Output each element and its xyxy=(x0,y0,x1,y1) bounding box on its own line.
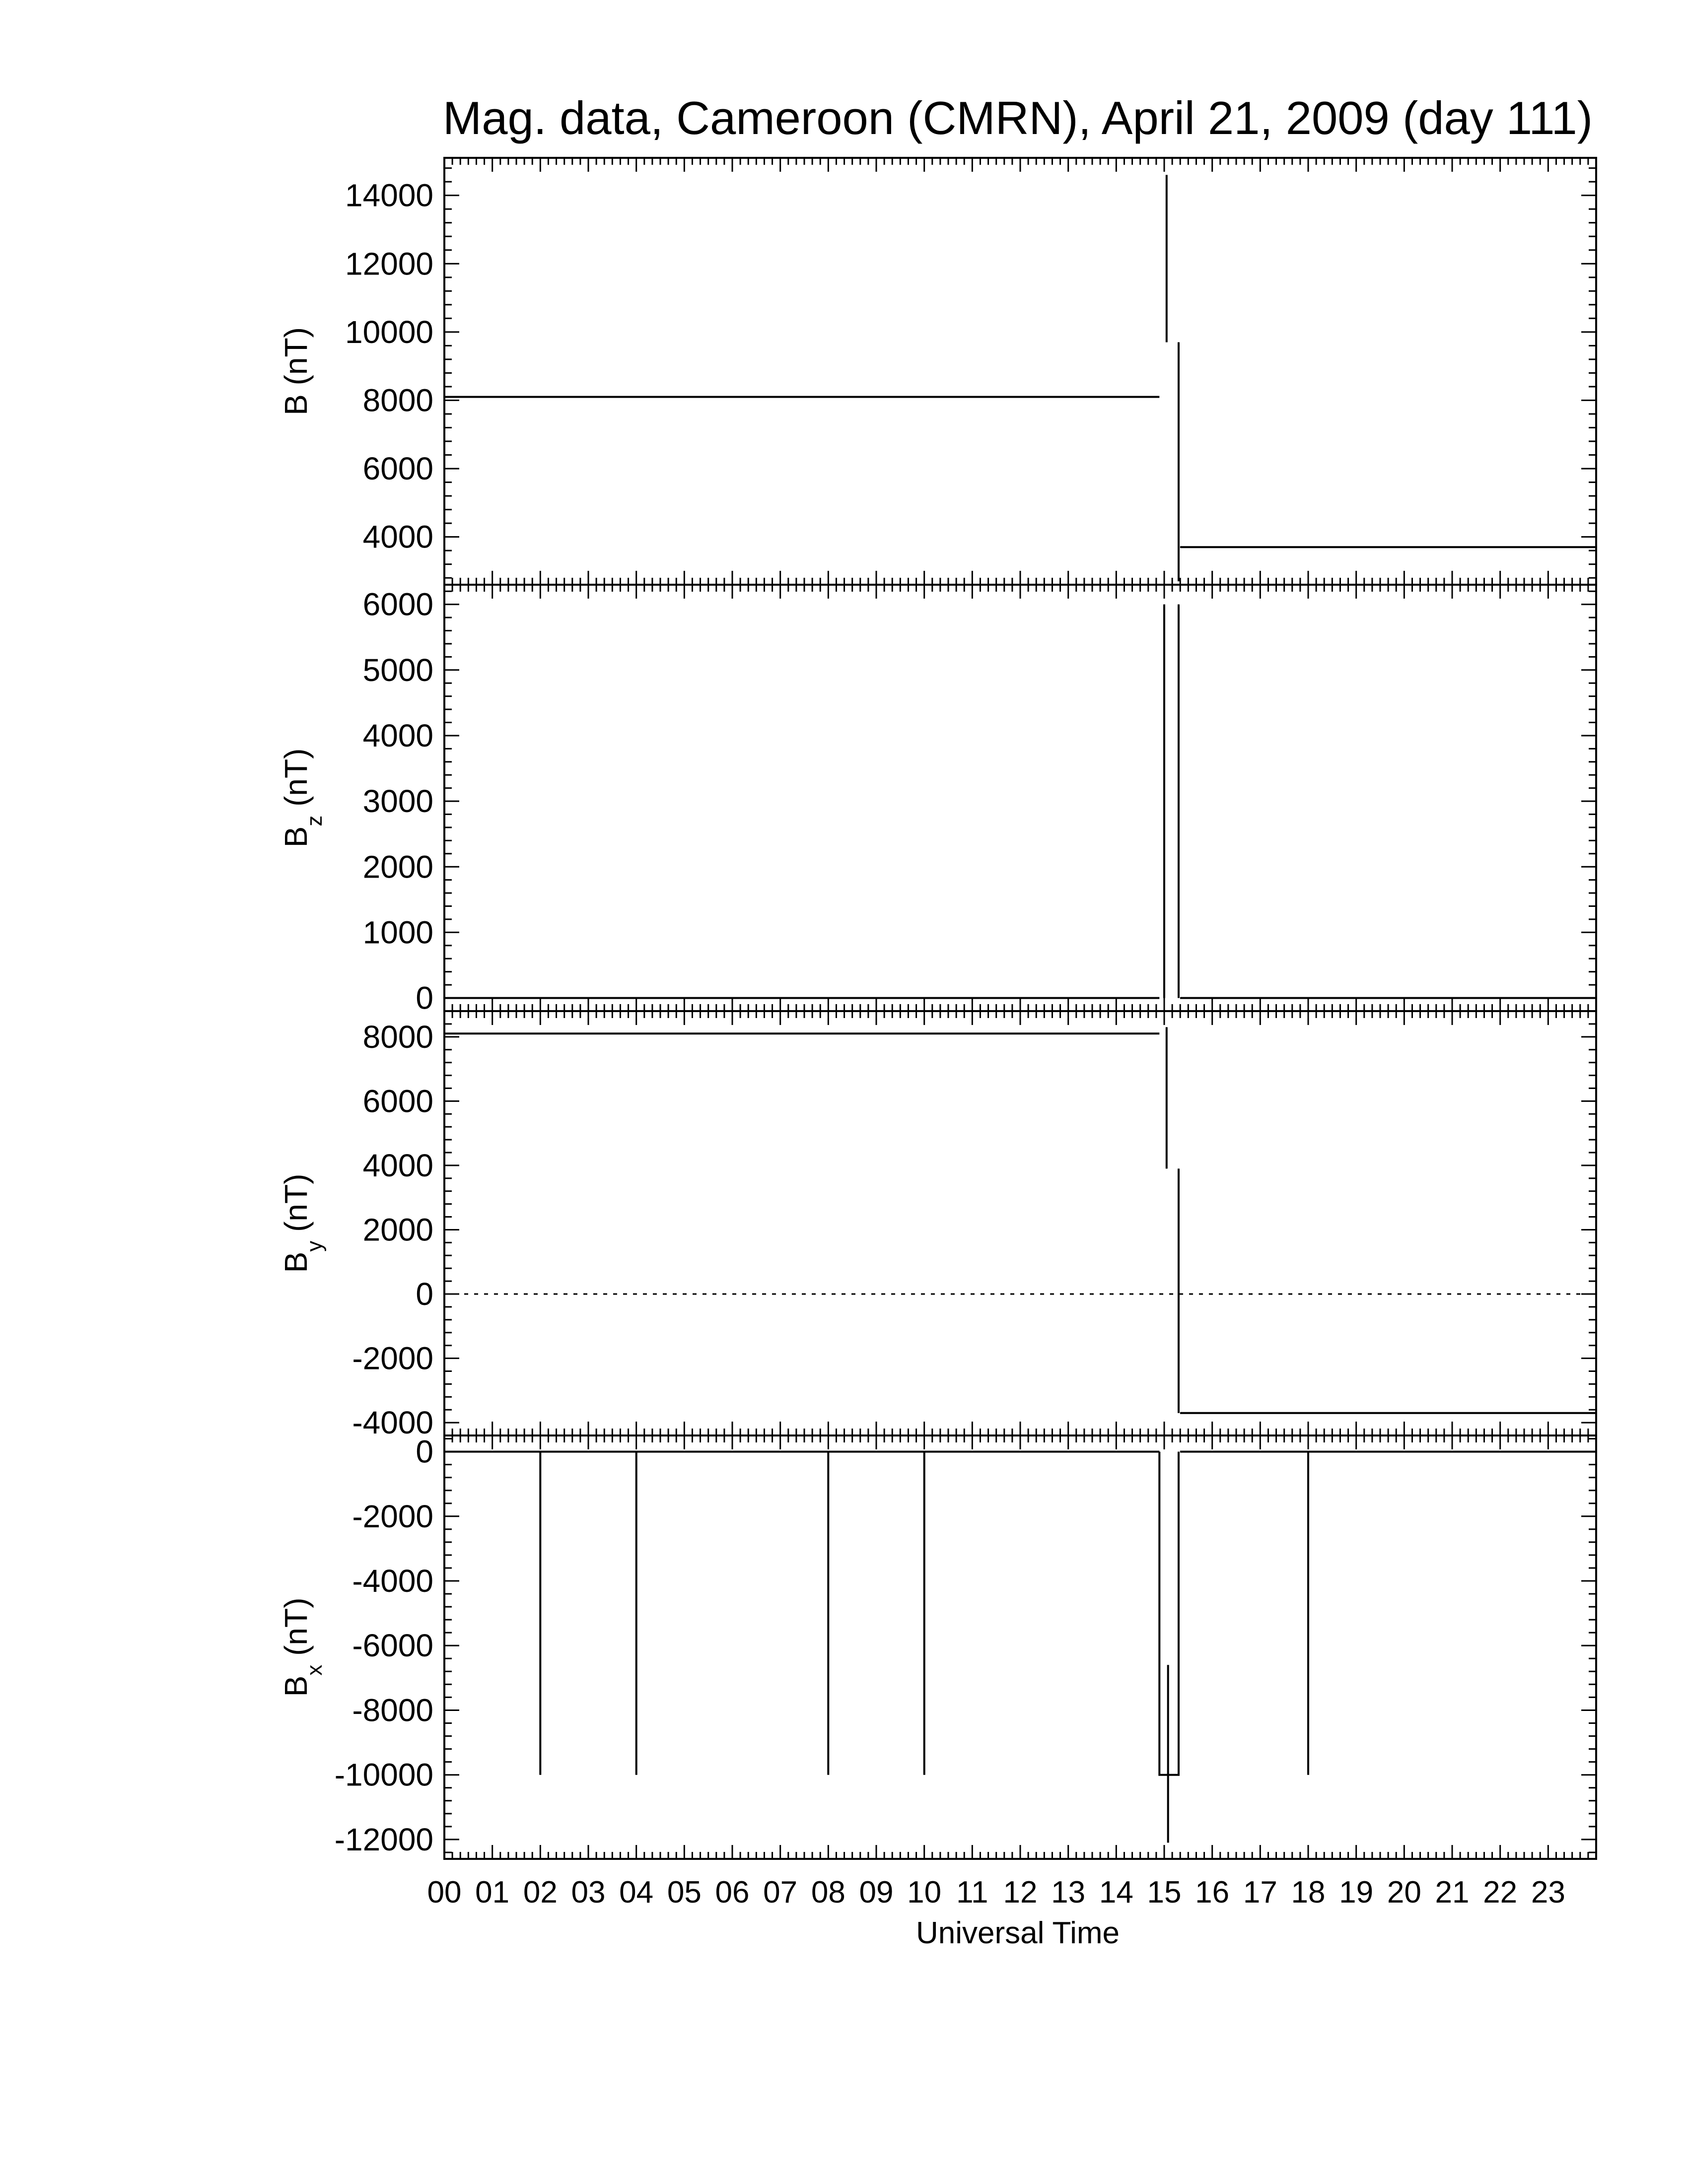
y-tick-label: 6000 xyxy=(362,1083,433,1119)
x-tick-label: 21 xyxy=(1435,1875,1470,1910)
x-tick-label: 07 xyxy=(763,1875,798,1910)
y-tick-label: 5000 xyxy=(362,652,433,688)
x-tick-label: 20 xyxy=(1387,1875,1421,1910)
x-tick-label: 02 xyxy=(523,1875,558,1910)
y-tick-label: 12000 xyxy=(345,246,433,282)
x-tick-label: 14 xyxy=(1099,1875,1133,1910)
x-tick-label: 10 xyxy=(907,1875,942,1910)
x-tick-label: 17 xyxy=(1243,1875,1277,1910)
y-tick-label: 6000 xyxy=(362,451,433,487)
y-tick-label: 0 xyxy=(416,1276,433,1312)
y-tick-label: 2000 xyxy=(362,849,433,885)
x-tick-label: 16 xyxy=(1195,1875,1230,1910)
x-tick-label: 00 xyxy=(427,1875,462,1910)
y-tick-label: -8000 xyxy=(352,1692,433,1728)
y-tick-label: 14000 xyxy=(345,177,433,213)
x-tick-label: 04 xyxy=(619,1875,654,1910)
x-tick-label: 08 xyxy=(811,1875,845,1910)
y-axis-label-main: B xyxy=(278,826,314,848)
y-tick-label: -4000 xyxy=(352,1563,433,1599)
y-tick-label: 2000 xyxy=(362,1212,433,1248)
x-tick-label: 22 xyxy=(1483,1875,1518,1910)
x-tick-label: 01 xyxy=(475,1875,510,1910)
y-tick-label: 0 xyxy=(416,980,433,1016)
y-tick-label: 6000 xyxy=(362,586,433,622)
y-axis-label-main: B xyxy=(278,1251,314,1273)
x-tick-label: 09 xyxy=(859,1875,894,1910)
y-tick-label: -4000 xyxy=(352,1405,433,1441)
x-tick-label: 06 xyxy=(715,1875,750,1910)
y-tick-label: 1000 xyxy=(362,914,433,951)
x-tick-label: 19 xyxy=(1339,1875,1374,1910)
y-axis-label-unit: (nT) xyxy=(278,327,314,395)
y-tick-label: -2000 xyxy=(352,1340,433,1376)
x-tick-label: 13 xyxy=(1051,1875,1086,1910)
x-tick-label: 11 xyxy=(956,1875,988,1910)
x-tick-label: 15 xyxy=(1147,1875,1182,1910)
y-tick-label: 0 xyxy=(416,1433,433,1470)
y-tick-label: 8000 xyxy=(362,382,433,418)
y-axis-label-unit: (nT) xyxy=(278,1173,314,1241)
y-axis-label-main: B xyxy=(278,1675,314,1697)
y-axis-label-unit: (nT) xyxy=(278,1597,314,1665)
x-axis-label: Universal Time xyxy=(916,1916,1120,1950)
y-tick-label: -2000 xyxy=(352,1498,433,1534)
y-axis-label-subscript: x xyxy=(302,1664,327,1676)
y-tick-label: 4000 xyxy=(362,1147,433,1183)
y-tick-label: -12000 xyxy=(334,1821,433,1857)
y-axis-label-main: B xyxy=(278,394,314,415)
y-tick-label: 8000 xyxy=(362,1019,433,1055)
x-tick-label: 12 xyxy=(1003,1875,1038,1910)
y-axis-label-subscript: z xyxy=(302,815,327,826)
x-tick-label: 05 xyxy=(667,1875,702,1910)
y-tick-label: 4000 xyxy=(362,519,433,555)
y-axis-label-subscript: y xyxy=(302,1240,327,1252)
x-tick-label: 18 xyxy=(1291,1875,1326,1910)
y-tick-label: 4000 xyxy=(362,717,433,753)
y-axis-label-unit: (nT) xyxy=(278,748,314,816)
y-tick-label: -10000 xyxy=(334,1757,433,1793)
chart-title: Mag. data, Cameroon (CMRN), April 21, 2009 (day 111) xyxy=(442,92,1593,144)
x-tick-label: 23 xyxy=(1531,1875,1565,1910)
x-tick-label: 03 xyxy=(571,1875,606,1910)
y-tick-label: -6000 xyxy=(352,1628,433,1664)
y-tick-label: 3000 xyxy=(362,783,433,819)
y-tick-label: 10000 xyxy=(345,314,433,350)
y-axis-label xyxy=(278,327,314,415)
